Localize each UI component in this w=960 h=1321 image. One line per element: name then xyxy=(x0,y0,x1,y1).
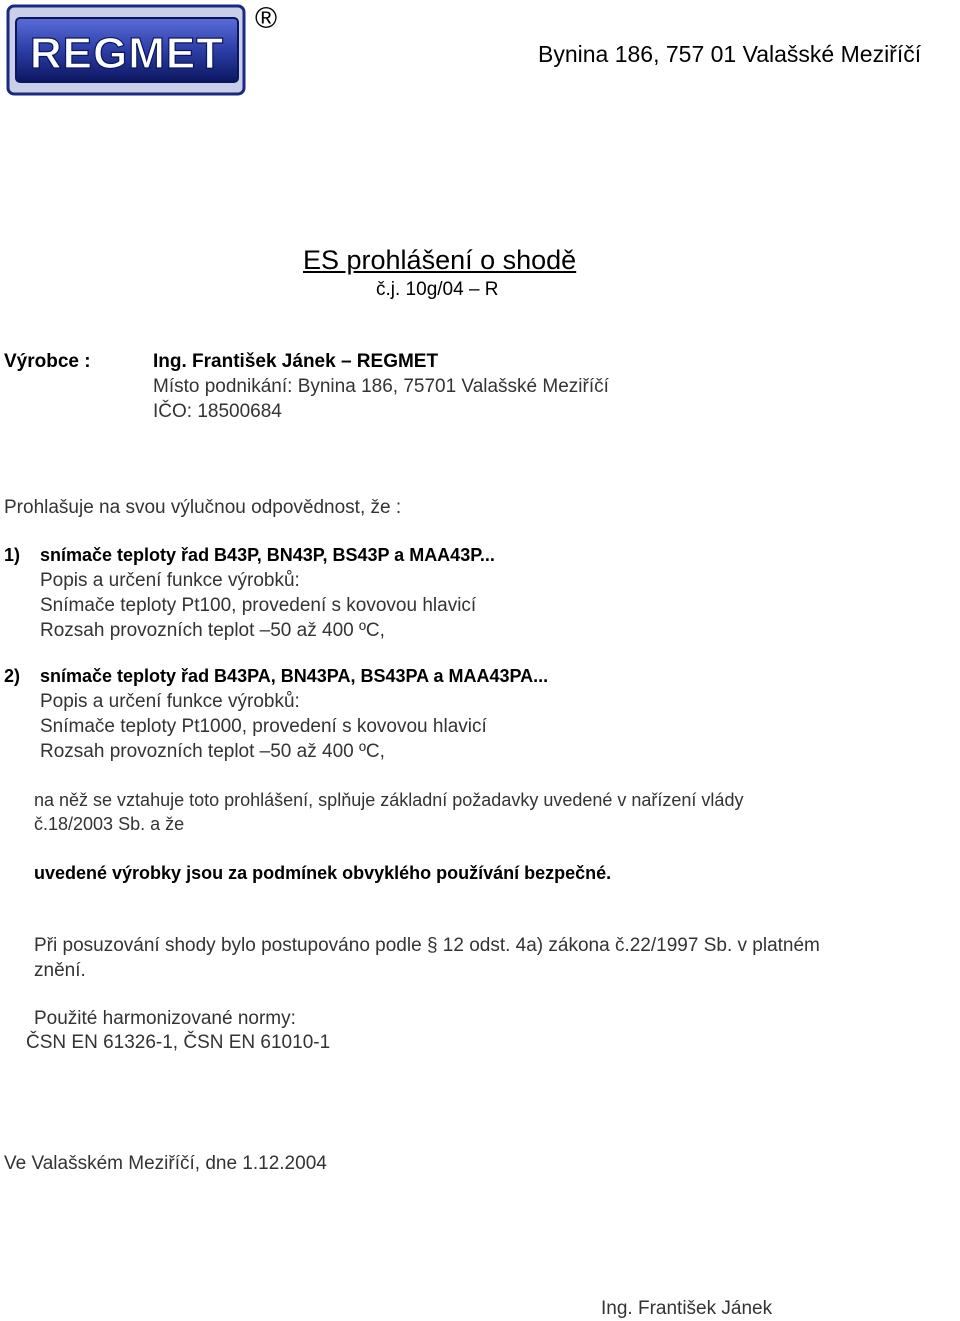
item-1-desc: Snímače teploty Pt100, provedení s kovovou hlavicí xyxy=(40,595,477,616)
item-2-desc: Snímače teploty Pt1000, provedení s kovovou hlavicí xyxy=(40,716,487,737)
manufacturer-name: Ing. František Jánek – REGMET xyxy=(153,351,439,372)
regmet-logo xyxy=(6,4,246,96)
item-2-title: snímače teploty řad B43PA, BN43PA, BS43PA a MAA43PA... xyxy=(40,666,549,686)
item-1-desc-label: Popis a určení funkce výrobků: xyxy=(40,570,300,591)
safety-statement: uvedené výrobky jsou za podmínek obvyklého používání bezpečné. xyxy=(34,863,612,883)
item-2-number: 2) xyxy=(4,666,21,686)
document-number: č.j. 10g/04 – R xyxy=(376,279,499,300)
procedure-line-2: znění. xyxy=(34,960,86,981)
header-address: Bynina 186, 757 01 Valašské Meziříčí xyxy=(538,41,922,67)
procedure-pre: Při posuzování shody bylo postupováno podle xyxy=(34,935,427,956)
document-title: ES prohlášení o shodě xyxy=(303,245,577,275)
norms-list: ČSN EN 61326-1, ČSN EN 61010-1 xyxy=(26,1032,331,1053)
section-mark: § xyxy=(426,935,438,956)
item-1-range: Rozsah provozních teplot –50 až 400 ºC, xyxy=(40,620,385,641)
item-1-number: 1) xyxy=(4,545,21,565)
item-2-range: Rozsah provozních teplot –50 až 400 ºC, xyxy=(40,741,385,762)
procedure-post: 12 odst. 4a) zákona č.22/1997 Sb. v platném xyxy=(437,935,820,956)
norms-label: Použité harmonizované normy: xyxy=(34,1008,296,1029)
item-2-desc-label: Popis a určení funkce výrobků: xyxy=(40,691,300,712)
item-1-title: snímače teploty řad B43P, BN43P, BS43P a MAA43P... xyxy=(40,545,495,565)
logo-text: REGMET xyxy=(29,29,225,78)
signature-name: Ing. František Jánek xyxy=(601,1298,773,1319)
place-date: Ve Valašském Meziříčí, dne 1.12.2004 xyxy=(4,1153,327,1174)
compliance-line-1: na něž se vztahuje toto prohlášení, splňuje základní požadavky uvedené v nařízení vlády xyxy=(34,790,744,810)
manufacturer-ico: IČO: 18500684 xyxy=(153,401,282,422)
manufacturer-label: Výrobce : xyxy=(4,351,91,372)
compliance-line-2: č.18/2003 Sb. a že xyxy=(34,814,185,834)
regmet-logo-graphic xyxy=(6,4,246,96)
declaration-intro: Prohlašuje na svou výlučnou odpovědnost, že : xyxy=(4,497,402,518)
registered-mark: ® xyxy=(255,2,278,35)
procedure-line-1 xyxy=(34,935,820,957)
manufacturer-place: Místo podnikání: Bynina 186, 75701 Valašské Meziříčí xyxy=(153,376,609,397)
